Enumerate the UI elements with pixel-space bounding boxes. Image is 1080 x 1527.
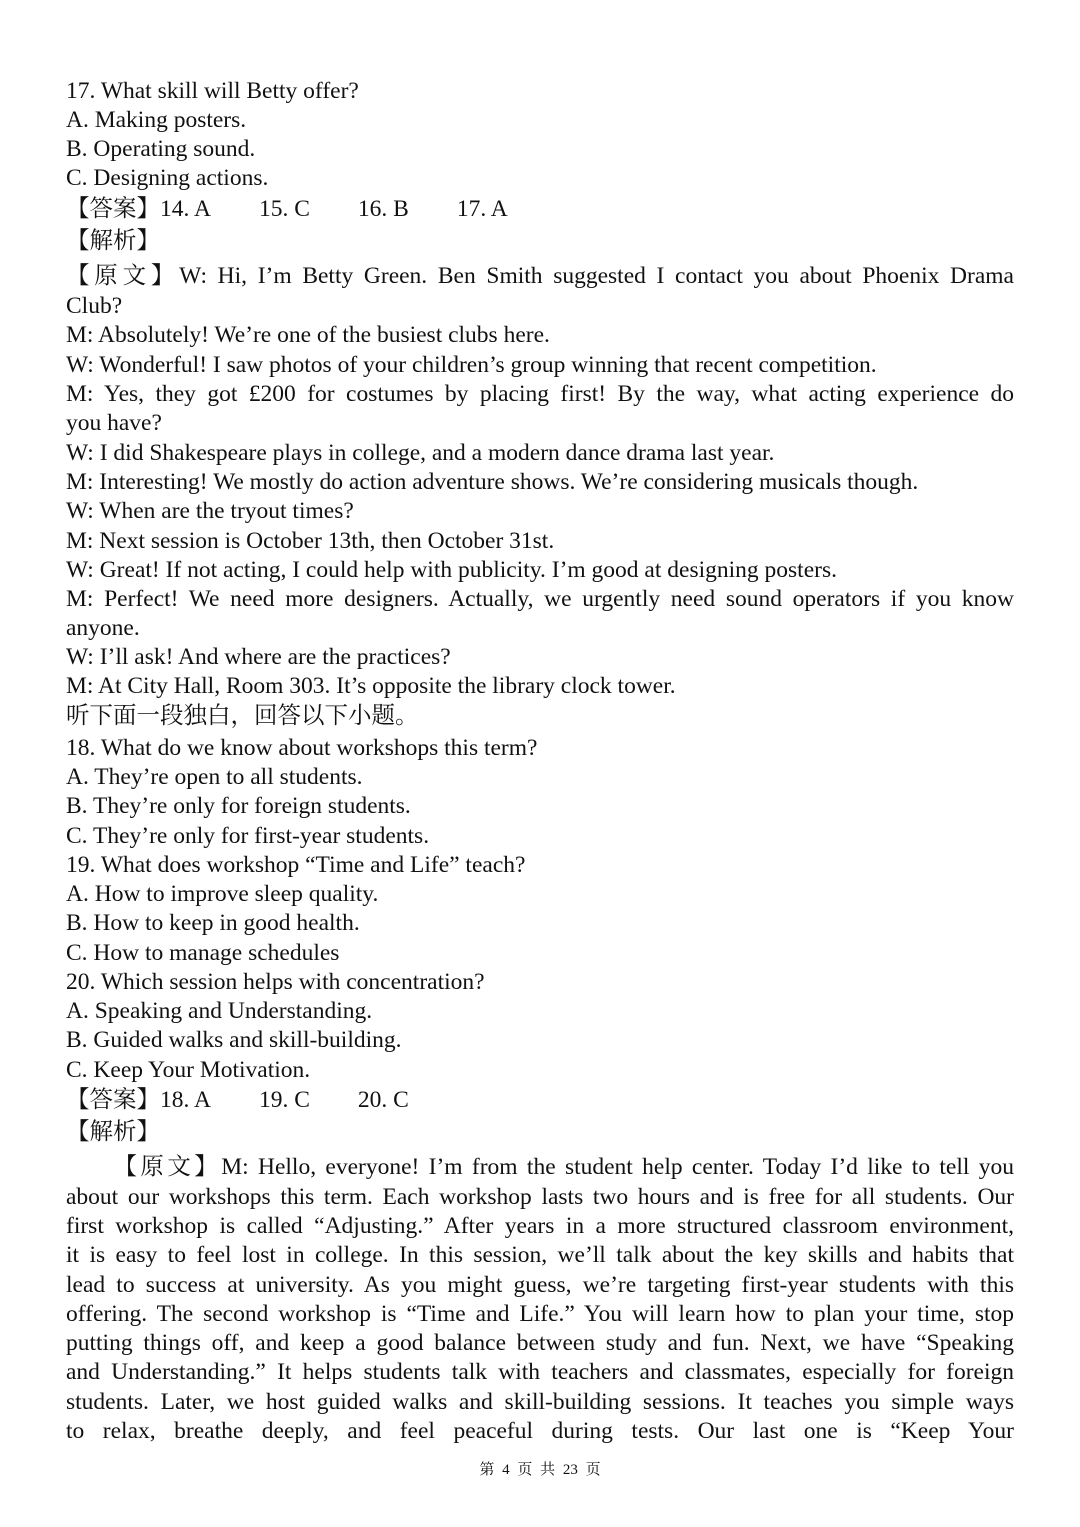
- page-footer: 第 4 页 共 23 页: [479, 1462, 601, 1478]
- line-text: C. How to manage schedules: [66, 940, 340, 966]
- text-line: [66, 291, 1014, 321]
- line-text: A. How to improve sleep quality.: [66, 881, 379, 907]
- line-text: W: I’ll ask! And where are the practices?: [66, 644, 451, 670]
- answer-label: 【答案】: [66, 196, 160, 222]
- text-line: [66, 733, 1014, 763]
- text-line: [66, 879, 1014, 909]
- text-line: [66, 908, 1014, 938]
- text-line: [66, 1357, 1014, 1387]
- line-text: about our workshops this term. Each workshop lasts two hours and is free for all students. Our: [66, 1184, 1014, 1210]
- line-text: 【解析】: [66, 228, 160, 254]
- text-line: [66, 996, 1014, 1026]
- answer-item: 19. C: [258, 1087, 310, 1113]
- text-line: [66, 1025, 1014, 1055]
- text-line: [66, 467, 1014, 497]
- line-text: putting things off, and keep a good balance between study and fun. Next, we have “Speaking: [66, 1330, 1014, 1356]
- text-line: [66, 1055, 1014, 1085]
- text-line: [66, 76, 1014, 106]
- text-line: [66, 105, 1014, 135]
- answer-item: 18. A: [160, 1087, 211, 1113]
- answer-item: 17. A: [456, 196, 508, 222]
- line-text: 20. Which session helps with concentration?: [66, 969, 485, 995]
- text-line: [66, 496, 1014, 526]
- text-line: [66, 408, 1014, 438]
- line-text: M: Next session is October 13th, then October 31st.: [66, 528, 555, 554]
- text-line: [66, 163, 1014, 193]
- line-text: lead to success at university. As you might guess, we’re targeting first-year students with this: [66, 1272, 1014, 1298]
- text-line: [66, 379, 1014, 409]
- text-line: [66, 1270, 1014, 1300]
- text-line: [66, 1299, 1014, 1329]
- line-text: W: Wonderful! I saw photos of your children’s group winning that recent competition.: [66, 352, 877, 378]
- answer-item: 15. C: [258, 196, 310, 222]
- line-text: M: Absolutely! We’re one of the busiest clubs here.: [66, 322, 550, 348]
- line-text: C. Keep Your Motivation.: [66, 1057, 311, 1083]
- text-line: [66, 555, 1014, 585]
- answer-item: 14. A: [160, 196, 211, 222]
- text-line: [66, 642, 1014, 672]
- line-text: to relax, breathe deeply, and feel peaceful during tests. Our last one is “Keep Your: [66, 1418, 1014, 1444]
- answer-label: 【答案】: [66, 1087, 160, 1113]
- line-text: 【原文】W: Hi, I’m Betty Green. Ben Smith suggested I contact you about Phoenix Drama: [66, 263, 1014, 289]
- answer-item: 20. C: [357, 1087, 409, 1113]
- line-text: A. Making posters.: [66, 107, 247, 133]
- text-line: [66, 701, 1014, 731]
- text-line: [66, 1416, 1014, 1446]
- line-text: M: Perfect! We need more designers. Actually, we urgently need sound operators if you know: [66, 586, 1014, 612]
- text-line: [66, 613, 1014, 643]
- text-line: [66, 762, 1014, 792]
- line-text: students. Later, we host guided walks and skill-building sessions. It teaches you simple ways: [66, 1389, 1014, 1415]
- text-line: [66, 938, 1014, 968]
- text-line: [66, 671, 1014, 701]
- text-line: [66, 967, 1014, 997]
- text-line: [66, 1328, 1014, 1358]
- line-text: A. They’re open to all students.: [66, 764, 363, 790]
- line-text: 听下面一段独白，回答以下小题。: [66, 703, 419, 729]
- text-line: [66, 1117, 1014, 1147]
- line-text: A. Speaking and Understanding.: [66, 998, 373, 1024]
- line-text: W: Great! If not acting, I could help with publicity. I’m good at designing posters.: [66, 557, 837, 583]
- text-line: [66, 850, 1014, 880]
- line-text: B. Guided walks and skill-building.: [66, 1027, 402, 1053]
- line-text: 【解析】: [66, 1119, 160, 1145]
- line-text: Club?: [66, 293, 123, 319]
- text-line: [66, 1240, 1014, 1270]
- line-text: M: At City Hall, Room 303. It’s opposite the library clock tower.: [66, 673, 676, 699]
- line-text: 17. What skill will Betty offer?: [66, 78, 359, 104]
- text-line: [66, 226, 1014, 256]
- line-text: C. They’re only for first-year students.: [66, 823, 430, 849]
- line-text: it is easy to feel lost in college. In this session, we’ll talk about the key skills and habits that: [66, 1242, 1014, 1268]
- line-text: 18. What do we know about workshops this term?: [66, 735, 538, 761]
- text-line: [66, 1387, 1014, 1417]
- text-line: [66, 320, 1014, 350]
- line-text: M: Yes, they got £200 for costumes by placing first! By the way, what acting experience do: [66, 381, 1014, 407]
- text-line: [66, 134, 1014, 164]
- line-text: W: I did Shakespeare plays in college, and a modern dance drama last year.: [66, 440, 775, 466]
- answer-item: 16. B: [357, 196, 409, 222]
- line-text: anyone.: [66, 615, 140, 641]
- line-text: and Understanding.” It helps students talk with teachers and classmates, especially for foreign: [66, 1359, 1014, 1385]
- text-line: [66, 1182, 1014, 1212]
- line-text: 【原文】M: Hello, everyone! I’m from the student help center. Today I’d like to tell you: [110, 1154, 1014, 1180]
- text-line: [66, 526, 1014, 556]
- line-text: C. Designing actions.: [66, 165, 269, 191]
- line-text: you have?: [66, 410, 162, 436]
- line-text: 19. What does workshop “Time and Life” teach?: [66, 852, 526, 878]
- text-line: [66, 791, 1014, 821]
- line-text: B. They’re only for foreign students.: [66, 793, 411, 819]
- text-line: [66, 261, 1014, 291]
- text-line: [66, 438, 1014, 468]
- answer-line: [66, 194, 1014, 224]
- text-line: [66, 821, 1014, 851]
- text-line: [66, 1211, 1014, 1241]
- line-text: B. Operating sound.: [66, 136, 256, 162]
- line-text: M: Interesting! We mostly do action adventure shows. We’re considering musicals though.: [66, 469, 919, 495]
- line-text: offering. The second workshop is “Time and Life.” You will learn how to plan your time, stop: [66, 1301, 1014, 1327]
- text-line: [66, 584, 1014, 614]
- text-line: [66, 350, 1014, 380]
- line-text: W: When are the tryout times?: [66, 498, 354, 524]
- line-text: B. How to keep in good health.: [66, 910, 360, 936]
- answer-line: [66, 1085, 1014, 1115]
- text-line: [66, 1152, 1014, 1182]
- line-text: first workshop is called “Adjusting.” After years in a more structured classroom environment,: [66, 1213, 1014, 1239]
